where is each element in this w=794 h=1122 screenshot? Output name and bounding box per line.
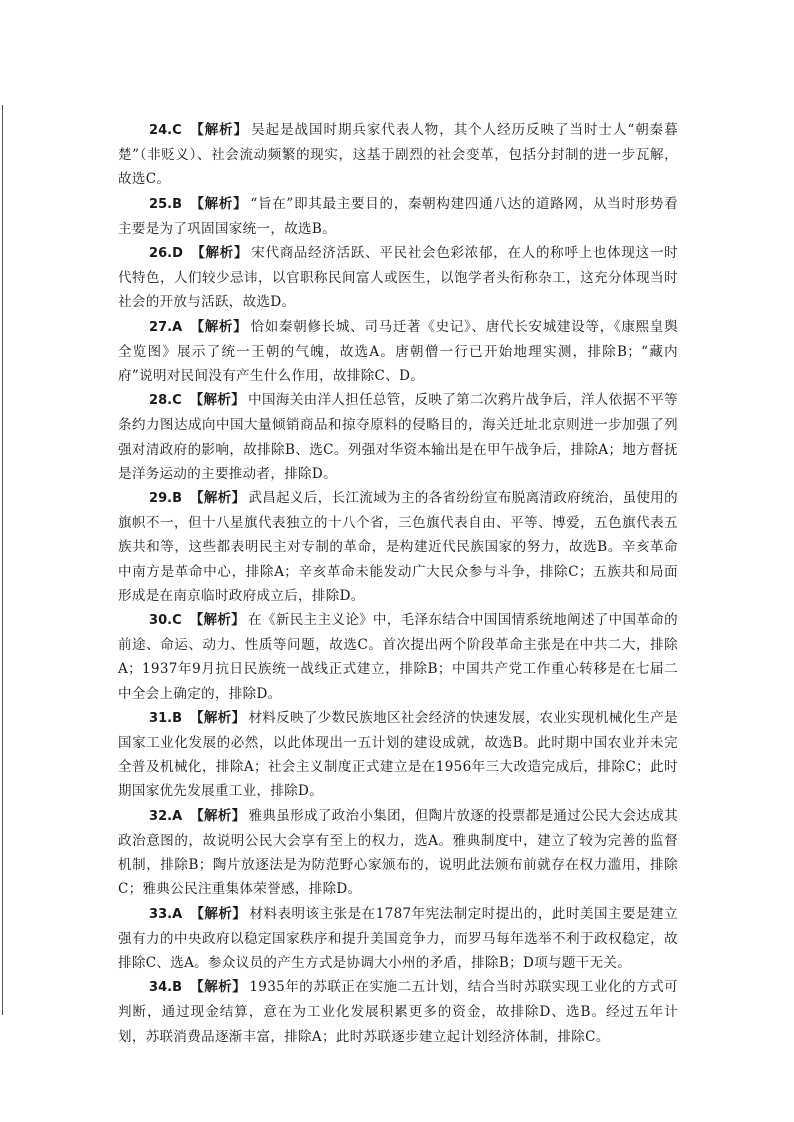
answer-item-27 [118, 315, 678, 389]
answer-text: 宋代商品经济活跃、平民社会色彩浓郁，在人的称呼上也体现这一时代特色，人们较少忌讳，以官职称民间富人或医生，以饱学者头衔称杂工，这充分体现当时社会的开放与活跃，故选D。 [118, 245, 678, 311]
analysis-tag: 【解析】 [190, 318, 248, 335]
answer-text: 材料反映了少数民族地区社会经济的快速发展，农业实现机械化生产是国家工业化发展的必然，以此体现出一五计划的建设成就，故选B。此时期中国农业并未完全普及机械化，排除A；社会主义制度正式建立是在1956年三大改造完成后，排除C；此时期国家优先发展重工业，排除D。 [118, 709, 678, 800]
answer-text: 材料表明该主张是在1787年宪法制定时提出的，此时美国主要是建立强有力的中央政府以稳定国家秩序和提升美国竞争力，而罗马每年选举不利于政权稳定，故排除C、选A。参众议员的产生方式是协调大小州的矛盾，排除B；D项与题干无关。 [118, 905, 678, 971]
analysis-tag: 【解析】 [190, 490, 246, 507]
answer-number: 26.D [149, 246, 183, 262]
answer-number: 27.A [149, 319, 183, 335]
answer-text: 吴起是战国时期兵家代表人物，其个人经历反映了当时士人“朝秦暮楚”（非贬义）、社会流动频繁的现实，这基于剧烈的社会变革，包括分封制的进一步瓦解，故选C。 [118, 122, 678, 188]
analysis-tag: 【解析】 [189, 122, 249, 138]
answer-number: 31.B [149, 710, 182, 726]
answer-text: 恰如秦朝修长城、司马迁著《史记》、唐代长安城建设等，《康熙皇舆全览图》展示了统一王朝的气魄，故选A。唐朝僧一行已开始地理实测，排除B；“藏内府”说明对民间没有产生什么作用，故排除C、D。 [118, 318, 678, 385]
answer-number: 33.A [149, 906, 183, 922]
answer-text: 雅典虽形成了政治小集团，但陶片放逐的投票都是通过公民大会达成其政治意图的，故说明公民大会享有至上的权力，选A。雅典制度中，建立了较为完善的监督机制，排除B；陶片放逐法是为防范野心家颁布的，说明此法颁布前就存在权力滥用，排除C；雅典公民注重集体荣誉感，排除D。 [118, 807, 678, 898]
analysis-tag: 【解析】 [190, 709, 246, 726]
answer-item-33 [118, 902, 678, 976]
analysis-tag: 【解析】 [190, 245, 249, 262]
analysis-tag: 【解析】 [190, 979, 247, 996]
answer-item-24 [118, 118, 678, 192]
answer-item-28 [118, 388, 678, 486]
answer-number: 32.A [149, 808, 183, 824]
answer-text: “旨在”即其最主要目的，秦朝构建四通八达的道路网，从当时形势看主要是为了巩固国家统一，故选B。 [118, 195, 678, 237]
answer-item-25 [118, 192, 678, 241]
answer-item-30 [118, 608, 678, 706]
answer-text: 在《新民主主义论》中，毛泽东结合中国国情系统地阐述了中国革命的前途、命运、动力、性质等问题，故选C。首次提出两个阶段革命主张是在中共二大，排除A；1937年9月抗日民族统一战线正式建立，排除B；中国共产党工作重心转移是在七届二中全会上确定的，排除D。 [118, 612, 678, 702]
answer-text: 武昌起义后，长江流域为主的各省纷纷宣布脱离清政府统治，虽使用的旗帜不一，但十八星旗代表独立的十八个省，三色旗代表自由、平等、博爱，五色旗代表五族共和等，这些都表明民主对专制的革命，是构建近代民族国家的努力，故选B。辛亥革命中南方是革命中心，排除A；辛亥革命未能发动广大民众参与斗争，排除C；五族共和局面形成是在南京临时政府成立后，排除D。 [118, 490, 678, 604]
answer-explanations [118, 118, 678, 1049]
analysis-tag: 【解析】 [189, 392, 246, 409]
answer-number: 28.C [149, 393, 182, 409]
answer-text: 1935年的苏联正在实施二五计划，结合当时苏联实现工业化的方式可判断，通过现金结算，意在为工业化发展积累更多的资金，故排除D、选B。经过五年计划，苏联消费品逐渐丰富，排除A；此时苏联逐步建立起计划经济体制，排除C。 [118, 979, 679, 1045]
analysis-tag: 【解析】 [190, 905, 247, 922]
answer-text: 中国海关由洋人担任总管，反映了第二次鸦片战争后，洋人依据不平等条约力图达成向中国大量倾销商品和掠夺原料的侵略目的，海关迁址北京则进一步加强了列强对清政府的影响，故排除B、选C。列强对华资本输出是在甲午战争后，排除A；地方督抚是洋务运动的主要推动者，排除D。 [118, 392, 678, 482]
left-margin-rule [2, 105, 3, 1015]
analysis-tag: 【解析】 [190, 807, 246, 824]
answer-item-29 [118, 486, 678, 608]
answer-number: 24.C [149, 123, 182, 138]
answer-item-32 [118, 804, 678, 902]
answer-number: 30.C [149, 613, 182, 629]
analysis-tag: 【解析】 [189, 612, 246, 629]
answer-item-31 [118, 706, 678, 804]
answer-number: 34.B [149, 980, 182, 996]
answer-number: 29.B [149, 491, 182, 507]
answer-number: 25.B [149, 196, 182, 212]
answer-item-34 [118, 975, 678, 1049]
answer-item-26 [118, 241, 678, 315]
analysis-tag: 【解析】 [190, 195, 248, 212]
